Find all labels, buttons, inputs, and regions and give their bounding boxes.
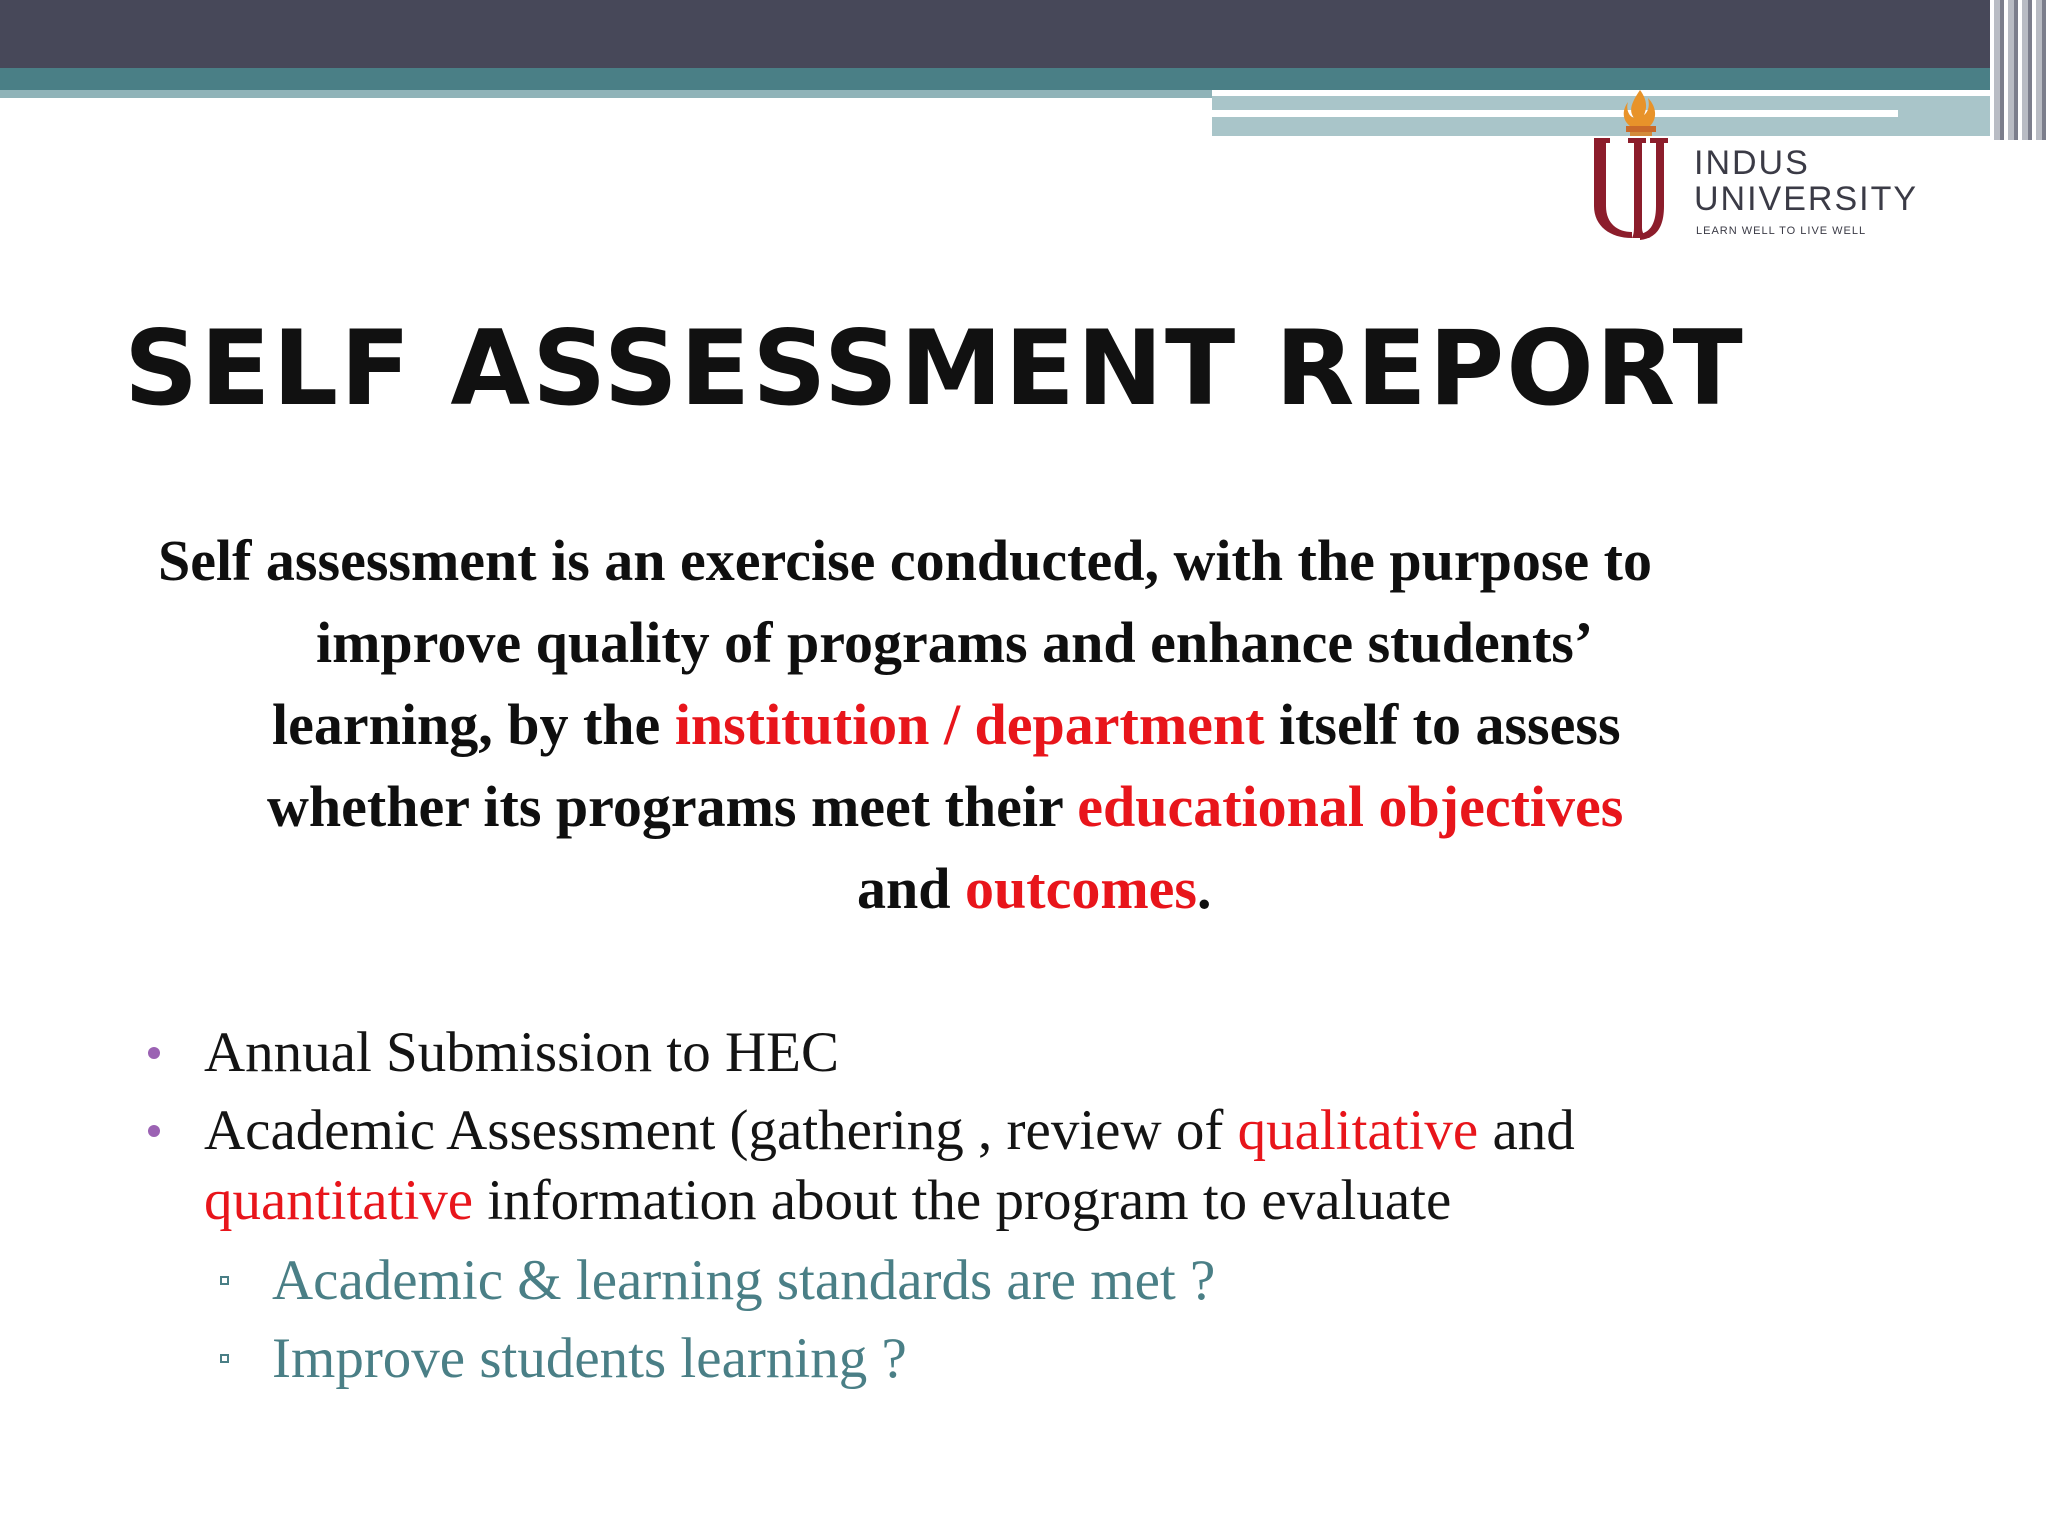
definition-text: and (857, 856, 966, 921)
definition-text: whether its programs meet their (267, 774, 1078, 839)
bullet-text-line-2 (204, 1169, 1451, 1232)
bullet-list (140, 1018, 1990, 1398)
bullet-text: information about the program to evaluate (473, 1169, 1452, 1232)
definition-text: . (1196, 856, 1212, 921)
bullet-text-annual-submission: Annual Submission to HEC (204, 1021, 839, 1084)
definition-text: learning, by the (272, 692, 675, 757)
definition-line-4 (150, 766, 1930, 848)
bullet-text-line-1 (204, 1099, 1575, 1162)
bullet-text-academic-assessment (204, 1099, 1575, 1232)
definition-line-5 (150, 848, 1930, 930)
square-bullet-icon (220, 1354, 229, 1363)
definition-paragraph (150, 520, 1930, 930)
highlight-outcomes: outcomes (965, 856, 1197, 921)
list-item (140, 1096, 1990, 1236)
logo-text-indus: INDUS (1694, 144, 1810, 182)
header-teal-thin-bar (0, 90, 1212, 98)
logo-text-university: UNIVERSITY (1694, 180, 1919, 218)
highlight-quantitative: quantitative (204, 1169, 474, 1232)
square-bullet-icon (220, 1276, 229, 1285)
definition-line-3 (150, 684, 1930, 766)
logo-tagline: LEARN WELL TO LIVE WELL (1696, 225, 1867, 237)
definition-text: itself to assess (1264, 692, 1621, 757)
bullet-dot-icon (148, 1125, 160, 1137)
sub-bullet-text-improve-learning: Improve students learning ? (272, 1327, 907, 1390)
bullet-text: and (1478, 1099, 1575, 1162)
sub-bullet-text-standards: Academic & learning standards are met ? (272, 1249, 1216, 1312)
indus-university-logo (1588, 88, 2008, 248)
header-teal-bar (0, 68, 2048, 90)
sub-list-item (140, 1242, 1990, 1320)
slide-title: SELF ASSESSMENT REPORT (124, 309, 1745, 429)
sub-list-item (140, 1320, 1990, 1398)
bullet-dot-icon (148, 1047, 160, 1059)
bullet-text: Academic Assessment (gathering , review of (204, 1099, 1238, 1162)
definition-line-2: improve quality of programs and enhance students’ (316, 610, 1594, 675)
definition-line-1: Self assessment is an exercise conducted, with the purpose to (158, 528, 1652, 593)
highlight-institution-department: institution / department (674, 692, 1265, 757)
list-item (140, 1018, 1990, 1088)
highlight-qualitative: qualitative (1237, 1099, 1479, 1162)
university-torch-icon (1588, 88, 1693, 243)
highlight-educational-objectives: educational objectives (1077, 774, 1624, 839)
header-dark-bar (0, 0, 2048, 68)
